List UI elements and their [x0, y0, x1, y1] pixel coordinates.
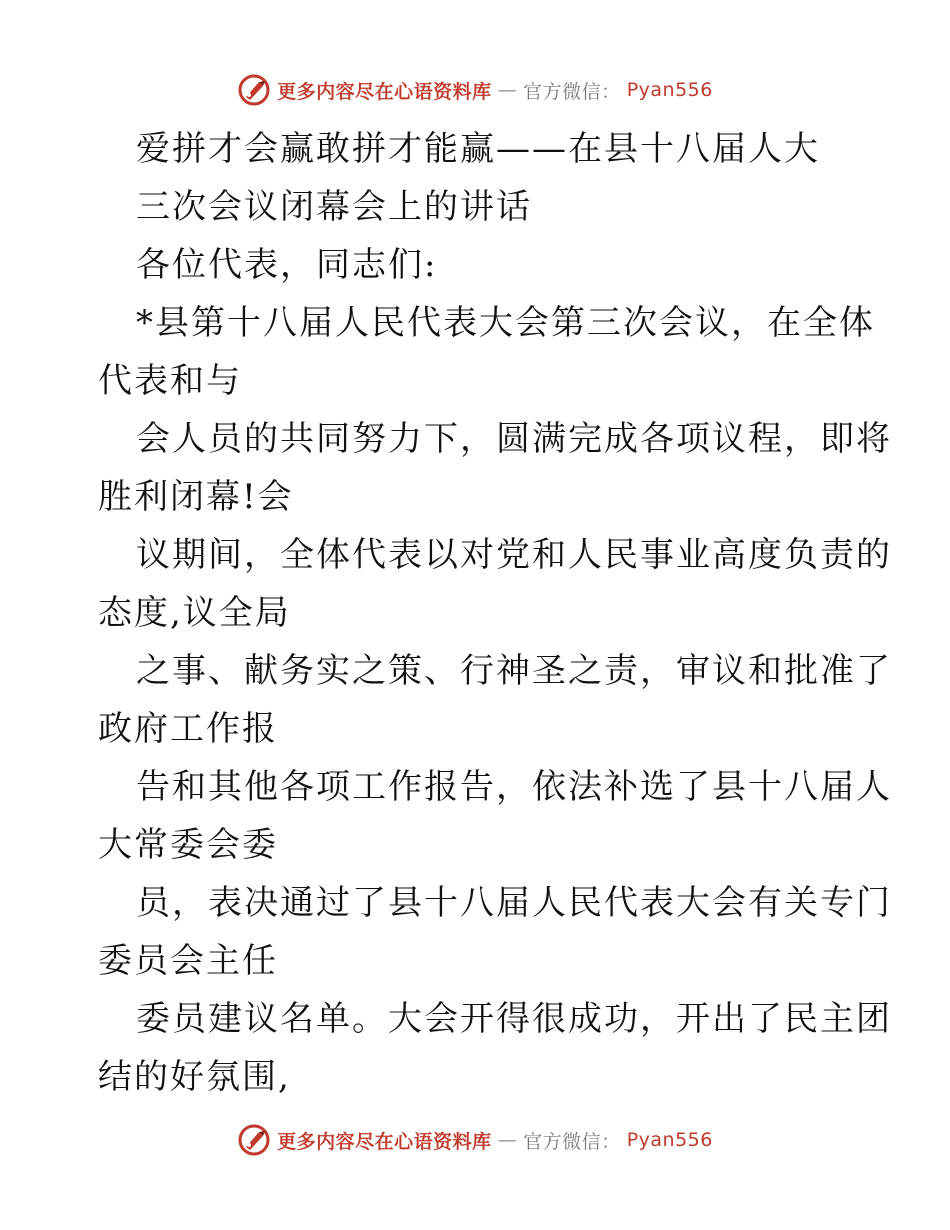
document-title-line-1: 爱拼才会赢敢拼才能赢——在县十八届人大 [136, 129, 820, 169]
brand-logo-icon [237, 1123, 271, 1157]
paragraph-line: 态度,议全局 [98, 593, 291, 633]
brand-logo-icon [237, 73, 271, 107]
watermark-wechat-label: 官方微信： [523, 80, 621, 103]
paragraph-line: 告和其他各项工作报告，依法补选了县十八届人 [136, 767, 892, 807]
document-title-line-2: 三次会议闭幕会上的讲话 [136, 187, 532, 227]
watermark-wechat-id: Pyan556 [626, 1129, 713, 1151]
paragraph-line: 委员建议名单。大会开得很成功，开出了民主团 [136, 999, 892, 1039]
paragraph-line: 会人员的共同努力下，圆满完成各项议程，即将 [136, 419, 892, 459]
paragraph-line: 员，表决通过了县十八届人民代表大会有关专门 [136, 883, 892, 923]
watermark-separator: — [497, 1129, 518, 1151]
paragraph-line: *县第十八届人民代表大会第三次会议，在全体 [136, 303, 875, 343]
paragraph-line: 代表和与 [98, 361, 242, 401]
salutation: 各位代表，同志们: [136, 245, 438, 285]
paragraph-line: 政府工作报 [98, 709, 278, 749]
paragraph-line: 大常委会委 [98, 825, 278, 865]
watermark-wechat-label: 官方微信： [523, 1130, 621, 1153]
paragraph-line: 胜利闭幕!会 [98, 477, 294, 517]
paragraph-line: 之事、献务实之策、行神圣之责，审议和批准了 [136, 651, 892, 691]
watermark-main-text: 更多内容尽在心语资料库 [277, 80, 492, 103]
watermark-separator: — [497, 79, 518, 101]
watermark-main-text: 更多内容尽在心语资料库 [277, 1130, 492, 1153]
paragraph-line: 委员会主任 [98, 941, 278, 981]
watermark-wechat-id: Pyan556 [626, 79, 713, 101]
document-body [98, 120, 892, 1106]
paragraph-line: 结的好氛围, [98, 1057, 291, 1097]
paragraph-line: 议期间，全体代表以对党和人民事业高度负责的 [136, 535, 892, 575]
header-watermark [0, 70, 950, 110]
footer-watermark [0, 1120, 950, 1160]
